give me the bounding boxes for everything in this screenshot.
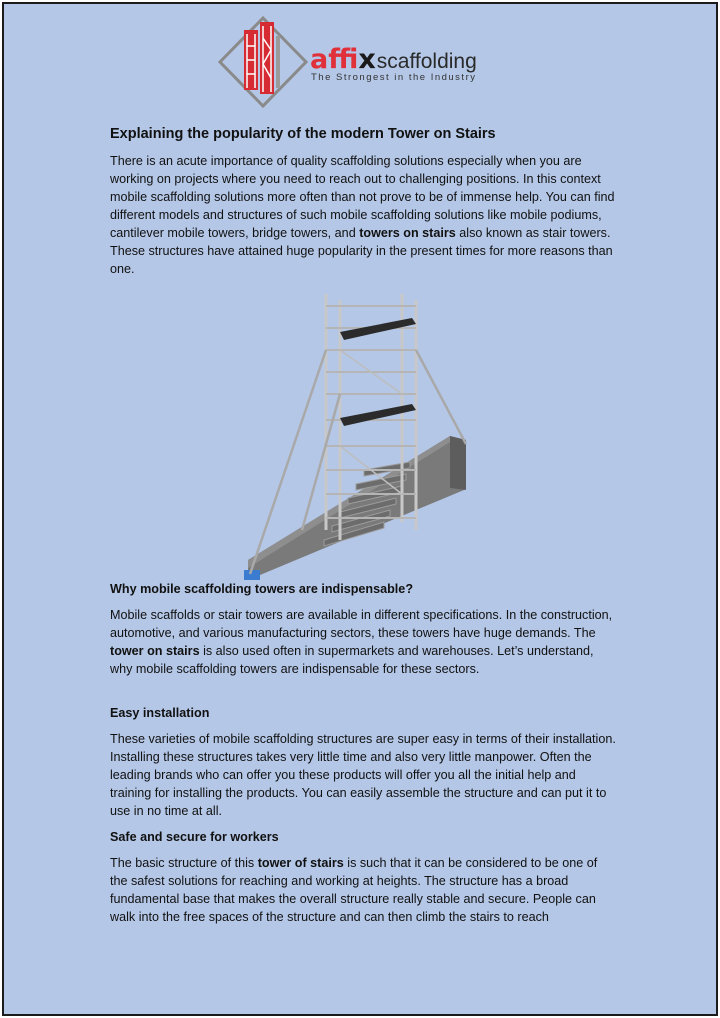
brand-wordmark (310, 44, 477, 74)
affix-logo (218, 16, 488, 108)
intro-paragraph (110, 152, 618, 278)
brand-name-x: x (358, 44, 376, 75)
section3-text-end: is such that it can be considered to be one of the safest solutions for reaching and working at heights. The structure has a broad fundamental base that makes the overall structure really stable and secure. People can walk into the free spaces of the structure and can then climb the stairs to reach (110, 856, 598, 924)
section1-paragraph (110, 606, 618, 678)
document-page (2, 2, 718, 1016)
section1-text-end: is also used often in supermarkets and warehouses. Let’s understand, why mobile scaffolding towers are indispensable for these sectors. (110, 644, 594, 676)
brand-tagline: The Strongest in the Industry (311, 72, 477, 83)
scaffold-emblem-icon (218, 16, 308, 108)
section3-paragraph (110, 854, 618, 926)
section1-bold-term: tower on stairs (110, 644, 200, 658)
section2-paragraph: These varieties of mobile scaffolding structures are super easy in terms of their installation. Installing these structures takes very little time and also very little manpower. Often the leading brands who can offer you these products will offer you all the initial help and training for installing the products. You can easily assemble the structure and can put it to use in no time at all. (110, 732, 616, 818)
section1-text: Mobile scaffolds or stair towers are available in different specifications. In the construction, automotive, and various manufacturing sectors, these towers have huge demands. The (110, 608, 613, 640)
intro-bold-term: towers on stairs (359, 226, 456, 240)
section3-text: The basic structure of this (110, 856, 258, 870)
stair-tower-illustration (244, 290, 470, 582)
brand-name-rest: scaffolding (376, 50, 477, 73)
intro-text: There is an acute importance of quality scaffolding solutions especially when you are working on projects where you need to reach out to challenging positions. In this context mobile scaffolding solutions more often than not prove to be of immense help. You can find different models and structures of such mobile scaffolding solutions like mobile podiums, cantilever mobile towers, bridge towers, and (110, 154, 615, 240)
article-title: Explaining the popularity of the modern Tower on Stairs (110, 126, 496, 142)
intro-text-end: also known as stair towers. These structures have attained huge popularity in the present times for more reasons than one. (110, 226, 613, 276)
section3-bold-term: tower of stairs (257, 856, 344, 870)
section-heading-easy-installation: Easy installation (110, 706, 210, 720)
brand-name-red: affi (310, 44, 359, 75)
section-heading-why-towers: Why mobile scaffolding towers are indispensable? (110, 582, 414, 596)
section-heading-safe-secure: Safe and secure for workers (110, 830, 279, 844)
